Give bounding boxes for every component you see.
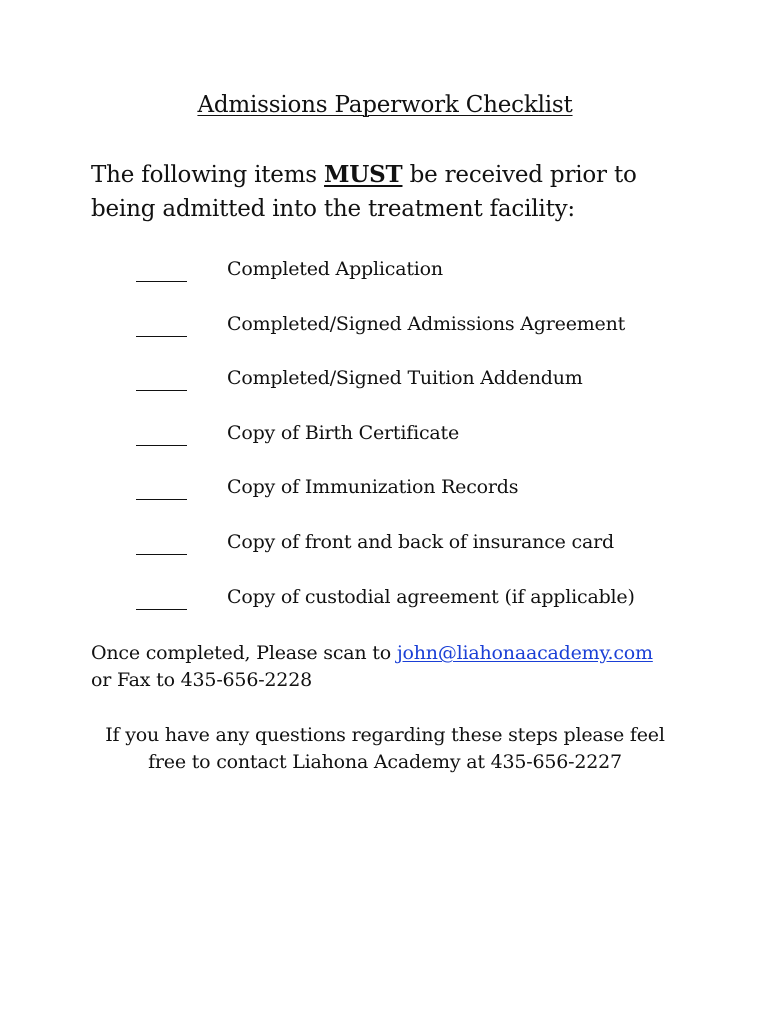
intro-line-2: being admitted into the treatment facility: — [91, 196, 575, 222]
checkmark-blank[interactable] — [136, 554, 187, 555]
contact-line-1: If you have any questions regarding these steps please feel — [105, 724, 665, 746]
checklist-item — [0, 584, 770, 639]
checkmark-blank[interactable] — [136, 609, 187, 610]
intro-text-after: be received prior to — [402, 162, 637, 188]
checklist-item-label: Copy of Birth Certificate — [227, 421, 459, 444]
checklist-item — [0, 420, 770, 475]
intro-text-before: The following items — [91, 162, 325, 188]
checklist-item — [0, 311, 770, 366]
checklist-item — [0, 474, 770, 529]
checklist-item-label: Copy of Immunization Records — [227, 476, 519, 499]
checklist-item-label: Completed/Signed Tuition Addendum — [227, 367, 583, 390]
checklist-item — [0, 256, 770, 311]
contact-line-2: free to contact Liahona Academy at 435-656-2227 — [148, 751, 622, 773]
intro-emphasis: MUST — [324, 161, 403, 188]
checklist-item-label: Completed Application — [227, 258, 443, 280]
submission-instructions — [91, 640, 731, 694]
checklist-item-label: Completed/Signed Admissions Agreement — [227, 312, 626, 335]
checklist-item-label: Copy of custodial agreement (if applicable) — [227, 585, 635, 608]
checklist — [0, 256, 770, 638]
contact-paragraph — [0, 722, 770, 776]
fax-instruction-text: or Fax to 435-656-2228 — [91, 669, 312, 691]
scan-instruction-text: Once completed, Please scan to — [91, 642, 397, 664]
checklist-item-label: Copy of front and back of insurance card — [227, 530, 614, 553]
checkmark-blank[interactable] — [136, 281, 187, 282]
intro-paragraph — [91, 158, 701, 226]
checkmark-blank[interactable] — [136, 390, 187, 391]
checklist-item — [0, 529, 770, 584]
page-title: Admissions Paperwork Checklist — [197, 92, 573, 118]
checkmark-blank[interactable] — [136, 445, 187, 446]
email-link[interactable]: john@liahonaacademy.com — [396, 642, 653, 664]
checkmark-blank[interactable] — [136, 336, 187, 337]
checkmark-blank[interactable] — [136, 499, 187, 500]
checklist-item — [0, 365, 770, 420]
